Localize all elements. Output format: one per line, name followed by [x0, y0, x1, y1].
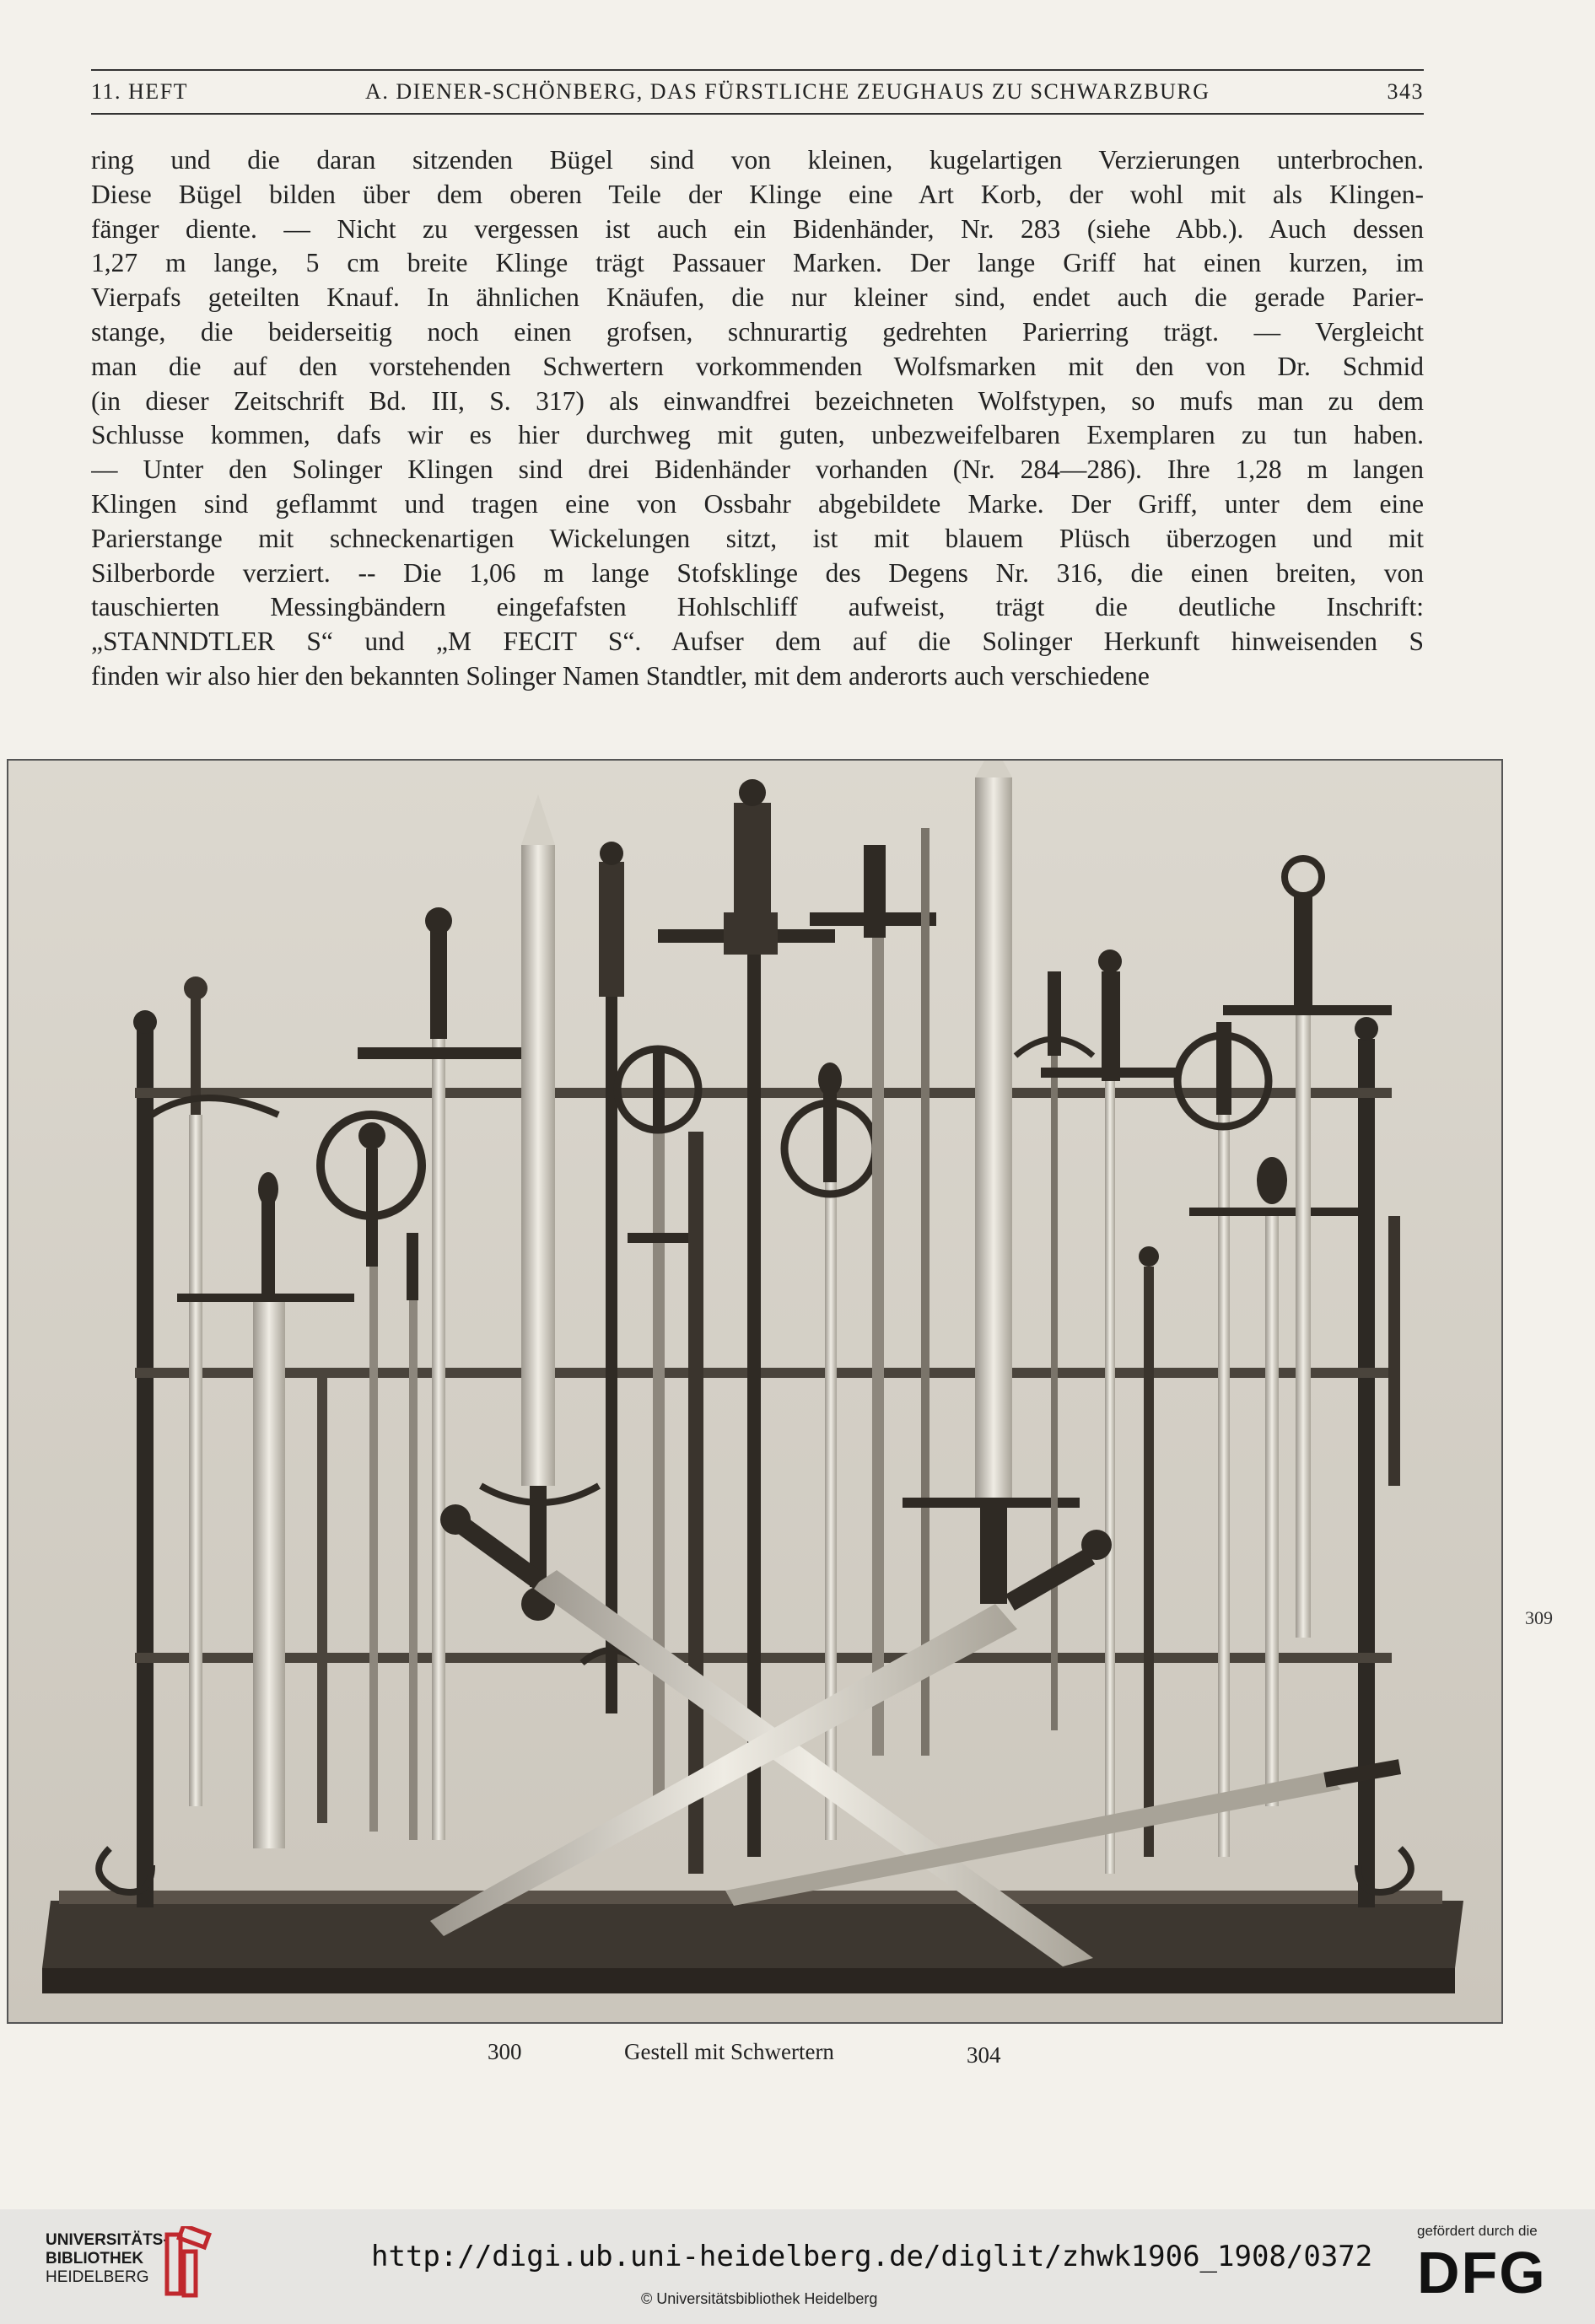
text-line: (in dieser Zeitschrift Bd. III, S. 317) als einwandfrei bezeichneten Wolfstypen, so mufs man zu dem [91, 385, 1424, 416]
text-line: fänger diente. — Nicht zu vergessen ist auch ein Bidenhänder, Nr. 283 (siehe Abb.). Auch dessen [91, 213, 1424, 244]
page-number: 343 [1387, 79, 1424, 104]
text-line: Silberborde verziert. -- Die 1,06 m lange Stofsklinge des Degens Nr. 316, die einen breiten, von [91, 557, 1424, 588]
body-text [91, 143, 1424, 694]
copyright-notice: © Universitätsbibliothek Heidelberg [641, 2290, 878, 2307]
viewer-footer [0, 2209, 1595, 2324]
text-line: 1,27 m lange, 5 cm breite Klinge trägt Passauer Marken. Der lange Griff hat einen kurzen, im [91, 248, 1424, 278]
text-line: Klingen sind geflammt und tragen eine von Ossbahr abgebildete Marke. Der Griff, unter dem eine [91, 488, 1424, 519]
caption-number-left: 300 [488, 2039, 522, 2064]
issue-label: 11. HEFT [91, 79, 189, 104]
dfg-logo[interactable]: DFG [1417, 2240, 1547, 2305]
library-emblem-icon [159, 2226, 218, 2302]
library-name-line: BIBLIOTHEK [46, 2250, 144, 2268]
text-line: stange, die beiderseitig noch einen grofsen, schnurartig gedrehten Parierring trägt. — Vergleicht [91, 316, 1424, 347]
text-line: Schlusse kommen, dafs wir es hier durchweg mit guten, unbezweifelbaren Exemplaren zu tun haben. [91, 420, 1424, 450]
text-line: man die auf den vorstehenden Schwertern vorkommenden Wolfsmarken mit den von Dr. Schmid [91, 351, 1424, 381]
funding-label: gefördert durch die [1417, 2223, 1538, 2239]
caption-text: Gestell mit Schwertern [624, 2039, 834, 2064]
library-name-line: UNIVERSITÄTS- [46, 2231, 169, 2249]
text-line: tauschierten Messingbändern eingefafsten Hohlschliff aufweist, trägt die deutliche Inschrift: [91, 592, 1424, 622]
sword-rack-photograph [7, 759, 1503, 2024]
caption-number-right: 304 [967, 2042, 1001, 2068]
text-line: finden wir also hier den bekannten Solinger Namen Standtler, mit dem anderorts auch verschiedene [91, 660, 1150, 691]
article-title: A. DIENER-SCHÖNBERG, DAS FÜRSTLICHE ZEUGHAUS ZU SCHWARZBURG [365, 79, 1210, 104]
text-line: Diese Bügel bilden über dem oberen Teile der Klinge eine Art Korb, der wohl mit als Klingen- [91, 179, 1424, 209]
text-line: „STANNDTLER S“ und „M FECIT S“. Aufser dem auf die Solinger Herkunft hinweisenden S [91, 627, 1424, 657]
permalink-url[interactable]: http://digi.ub.uni-heidelberg.de/diglit/zhwk1906_1908/0372 [371, 2240, 1373, 2273]
library-logo[interactable] [46, 2231, 169, 2287]
rack-base [42, 1891, 1463, 1993]
text-line: — Unter den Solinger Klingen sind drei Bidenhänder vorhanden (Nr. 284—286). Ihre 1,28 m langen [91, 455, 1424, 485]
library-name-line: HEIDELBERG [46, 2268, 149, 2286]
sword-rack-illustration [8, 761, 1501, 2022]
text-line: ring und die daran sitzenden Bügel sind von kleinen, kugelartigen Verzierungen unterbrochen. [91, 145, 1424, 175]
text-line: Vierpafs geteilten Knauf. In ähnlichen Knäufen, die nur kleiner sind, endet auch die gerade Parier- [91, 282, 1424, 313]
text-line: Parierstange mit schneckenartigen Wickelungen sitzt, ist mit blauem Plüsch überzogen und mit [91, 523, 1424, 553]
margin-number: 309 [1525, 1607, 1553, 1628]
running-head [91, 69, 1424, 115]
